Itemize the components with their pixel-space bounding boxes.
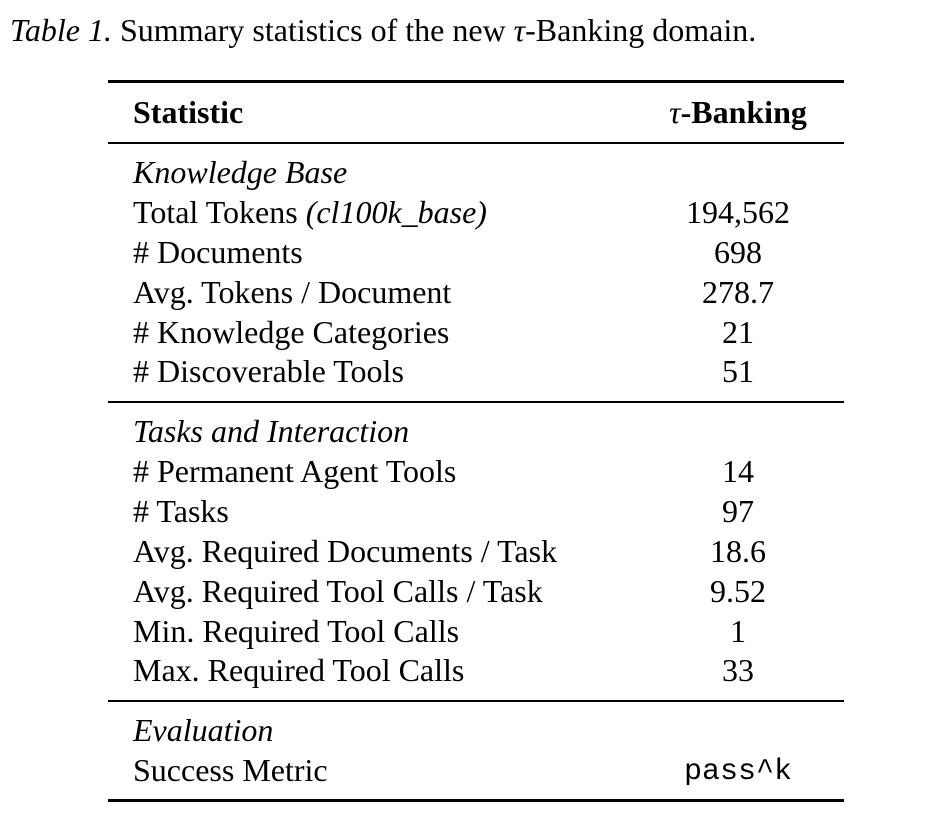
row-label: Avg. Required Documents / Task — [133, 533, 558, 569]
row-value: 18.6 — [710, 533, 766, 569]
section-title: Tasks and Interaction — [133, 413, 410, 449]
row-label-note: (cl100k_base) — [305, 194, 487, 230]
section-title: Knowledge Base — [133, 154, 348, 190]
header-column-suffix: -Banking — [680, 94, 807, 130]
caption-tau-symbol: τ — [513, 12, 526, 48]
row-value: 97 — [722, 493, 754, 529]
row-value: 698 — [714, 234, 762, 270]
caption-label: Table 1. — [10, 12, 112, 48]
row-value: 14 — [722, 453, 754, 489]
row-label: Avg. Tokens / Document — [133, 274, 452, 310]
bottom-rule — [108, 799, 844, 802]
section-rule — [108, 401, 844, 403]
caption-text-after: -Banking domain. — [525, 12, 757, 48]
row-label: # Documents — [133, 234, 303, 270]
header-column-name — [638, 92, 838, 132]
row-label: # Tasks — [133, 493, 229, 529]
row-label: Success Metric — [133, 752, 328, 788]
row-value: 278.7 — [702, 274, 774, 310]
header-statistic: Statistic — [133, 94, 244, 130]
row-label: # Permanent Agent Tools — [133, 453, 457, 489]
row-label-text: Total Tokens — [133, 194, 306, 230]
row-label: # Knowledge Categories — [133, 314, 450, 350]
header-rule — [108, 142, 844, 144]
row-label: Max. Required Tool Calls — [133, 652, 465, 688]
row-value: 194,562 — [686, 194, 790, 230]
table-caption — [10, 10, 756, 50]
row-label: Avg. Required Tool Calls / Task — [133, 573, 543, 609]
row-value: 21 — [722, 314, 754, 350]
row-value: 33 — [722, 652, 754, 688]
row-label: Min. Required Tool Calls — [133, 613, 460, 649]
caption-text-before: Summary statistics of the new — [111, 12, 514, 48]
top-rule — [108, 80, 844, 83]
row-label — [133, 192, 487, 232]
section-title: Evaluation — [133, 712, 274, 748]
section-rule — [108, 700, 844, 702]
row-value: 1 — [730, 613, 746, 649]
header-tau-symbol: τ — [669, 94, 681, 130]
row-label: # Discoverable Tools — [133, 353, 404, 389]
row-value: 51 — [722, 353, 754, 389]
row-value: 9.52 — [710, 573, 766, 609]
row-value: pass^k — [683, 755, 793, 789]
